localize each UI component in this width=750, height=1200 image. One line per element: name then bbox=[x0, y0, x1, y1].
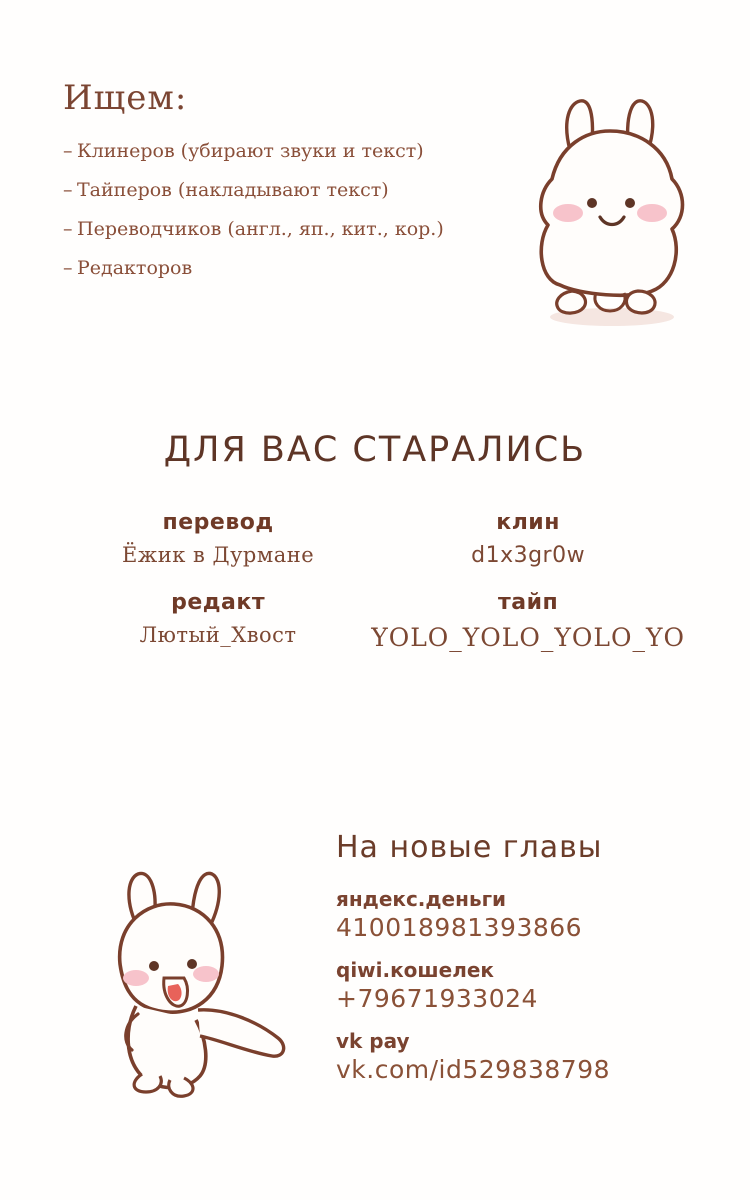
recruitment-list bbox=[63, 140, 493, 279]
donate-label: qiwi.кошелек bbox=[336, 958, 495, 982]
dash-bullet: – bbox=[63, 218, 73, 240]
recruitment-item-label: Переводчиков (англ., яп., кит., кор.) bbox=[77, 218, 444, 240]
dash-bullet: – bbox=[63, 179, 73, 201]
waving-bunny-mascot bbox=[80, 860, 310, 1110]
credit-name-value: Лютый_Хвост bbox=[139, 623, 297, 647]
list-item bbox=[63, 179, 493, 201]
donate-value[interactable]: +79671933024 bbox=[336, 984, 538, 1013]
donate-title: На новые главы bbox=[336, 830, 603, 865]
credit-name-value: d1x3gr0w bbox=[471, 543, 586, 568]
donate-row-yandex bbox=[336, 887, 726, 942]
credit-role-label: перевод bbox=[162, 510, 274, 535]
donate-row-vkpay bbox=[336, 1029, 726, 1084]
recruitment-item-label: Клинеров (убирают звуки и текст) bbox=[77, 140, 424, 162]
donate-value[interactable]: vk.com/id529838798 bbox=[336, 1055, 611, 1084]
credit-entry-clean bbox=[371, 510, 685, 568]
donate-row-qiwi bbox=[336, 958, 726, 1013]
smiling-bunny-mascot bbox=[500, 95, 715, 340]
recruitment-item-label: Редакторов bbox=[77, 257, 193, 279]
credit-entry-translation bbox=[65, 510, 371, 568]
credit-entry-edit bbox=[65, 590, 371, 652]
credit-name-value: YOLO_YOLO_YOLO_YO bbox=[371, 623, 685, 652]
credits-block bbox=[0, 430, 750, 652]
list-item bbox=[63, 257, 493, 279]
credits-grid bbox=[65, 510, 685, 652]
recruitment-block bbox=[63, 78, 493, 296]
donate-value[interactable]: 410018981393866 bbox=[336, 913, 583, 942]
credit-role-label: клин bbox=[496, 510, 560, 535]
donate-label: vk pay bbox=[336, 1029, 410, 1053]
credit-role-label: тайп bbox=[497, 590, 559, 615]
recruitment-item-label: Тайперов (накладывают текст) bbox=[77, 179, 389, 201]
donate-label: яндекс.деньги bbox=[336, 887, 507, 911]
dash-bullet: – bbox=[63, 257, 73, 279]
credit-role-label: редакт bbox=[171, 590, 266, 615]
credit-entry-typeset bbox=[371, 590, 685, 652]
dash-bullet: – bbox=[63, 140, 73, 162]
recruitment-title: Ищем: bbox=[63, 78, 188, 118]
credits-heading: ДЛЯ ВАС СТАРАЛИСЬ bbox=[163, 430, 587, 470]
credit-name-value: Ёжик в Дурмане bbox=[122, 543, 315, 567]
list-item bbox=[63, 218, 493, 240]
donate-block bbox=[336, 830, 726, 1100]
list-item bbox=[63, 140, 493, 162]
